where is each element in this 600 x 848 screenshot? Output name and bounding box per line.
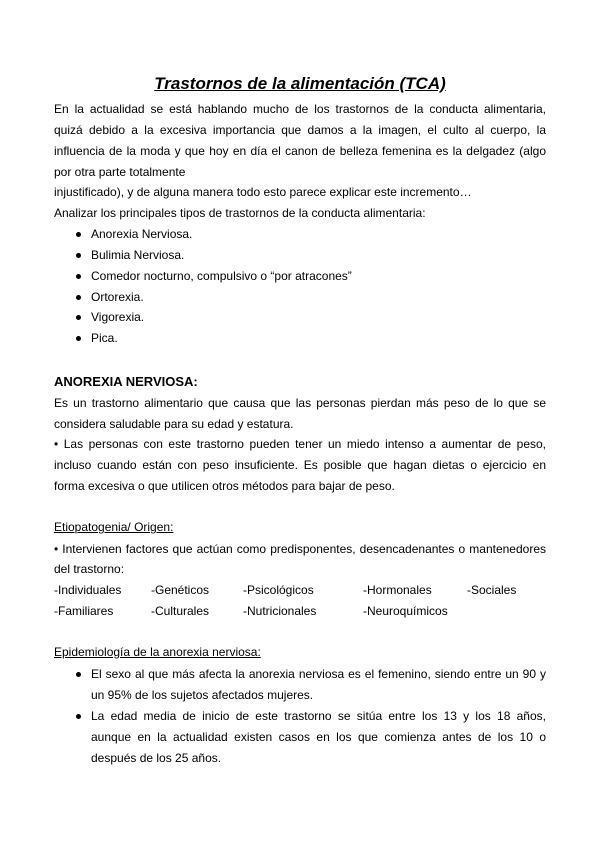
anorexia-p2-line-2: incluso cuando están con peso insuficiente. Es posible que hagan dietas o ejercicio en bbox=[54, 458, 546, 472]
intro-line-5: injustificado), y de alguna manera todo esto parece explicar este incremento… bbox=[54, 185, 472, 199]
intro-line-3: influencia de la moda y que hoy en día el canon de belleza femenina es la delgadez (algo bbox=[54, 144, 546, 158]
bullet-icon bbox=[76, 274, 81, 279]
bullet-icon bbox=[76, 672, 81, 677]
epi-item-2-line-1: La edad media de inicio de este trastorno se sitúa entre los 13 y los 18 años, bbox=[91, 709, 546, 723]
document-page: Trastornos de la alimentación (TCA) En la actualidad se está hablando mucho de los trastornos de la conducta alimentaria, quizá debido a la excesiva importancia que damos a la imagen, el culto al cuerpo, la influencia de la moda y que hoy en día el canon de belleza femenina es la delgadez (algo por otra parte totalmente injustificado), y de alguna manera todo esto parece explicar este incremento… Analizar los principales tipos de trastornos de la conducta alimentaria: Anorexia Nerviosa. Bulimia Nerviosa. Comedor nocturno, compulsivo o “por atracones” Ortorexia. Vigorexia. Pica. ANOREXIA NERVIOSA: Es un trastorno alimentario que causa que las personas pierdan más peso de lo que se considera saludable para su edad y estatura. • Las personas con este trastorno pueden tener un miedo intenso a aumentar de peso, incluso cuando están con peso insuficiente. Es posible que hagan dietas o ejercicio en forma excesiva o que utilicen otros métodos para bajar de peso. Etiopatogenia/ Origen: • Intervienen factores que actúan como predisponentes, desencadenantes o mantenedores del trastorno: -Individuales -Genéticos -Psicológicos -Hormonales -Sociales -Familiares -Culturales -Nutricionales -Neuroquímicos Epidemiología de la anorexia nerviosa: El sexo al que más afecta la anorexia nerviosa es el femenino, siendo entre un 90 y un 95% de los sujetos afectados mujeres. La edad media de inicio de este trastorno se sitúa entre los 13 y los 18 años, aunque en la actualidad existen casos en los que comienza antes de los 10 o después de los 25 años. bbox=[0, 0, 600, 848]
epi-item-1-line-1: El sexo al que más afecta la anorexia nerviosa es el femenino, siendo entre un 90 y bbox=[91, 667, 546, 681]
section-heading-etiology: Etiopatogenia/ Origen: bbox=[54, 520, 174, 534]
factor-item: -Neuroquímicos bbox=[363, 604, 448, 618]
bullet-icon bbox=[76, 714, 81, 719]
intro-line-4: por otra parte totalmente bbox=[54, 165, 186, 179]
section-heading-epidemiology: Epidemiología de la anorexia nerviosa: bbox=[54, 645, 261, 659]
etiology-line-1: • Intervienen factores que actúan como predisponentes, desencadenantes o mantenedores bbox=[54, 542, 546, 556]
factor-item: -Hormonales bbox=[363, 583, 432, 597]
anorexia-p2-line-3: forma excesiva o que utilicen otros métodos para bajar de peso. bbox=[54, 479, 395, 493]
factor-item: -Sociales bbox=[467, 583, 517, 597]
page-title: Trastornos de la alimentación (TCA) bbox=[154, 74, 446, 93]
bullet-icon bbox=[76, 295, 81, 300]
epi-item-2-line-2: aunque en la actualidad existen casos en los que comienza antes de los 10 o bbox=[91, 730, 546, 744]
factor-item: -Genéticos bbox=[151, 583, 210, 597]
bullet-icon bbox=[76, 232, 81, 237]
etiology-line-2: del trastorno: bbox=[54, 562, 125, 576]
factor-item: -Culturales bbox=[151, 604, 210, 618]
factor-item: -Psicológicos bbox=[243, 583, 314, 597]
intro-line-1: En la actualidad se está hablando mucho de los trastornos de la conducta alimentaria, bbox=[54, 102, 546, 116]
bullet-icon bbox=[76, 315, 81, 320]
section-heading-anorexia: ANOREXIA NERVIOSA: bbox=[54, 374, 198, 389]
factor-item: -Nutricionales bbox=[243, 604, 317, 618]
bullet-icon bbox=[76, 253, 81, 258]
factor-item: -Individuales bbox=[54, 583, 122, 597]
anorexia-p1-line-1: Es un trastorno alimentario que causa que las personas pierdan más peso de lo que se bbox=[54, 396, 546, 410]
intro-line-2: quizá debido a la excesiva importancia que damos a la imagen, el culto al cuerpo, la bbox=[54, 123, 546, 137]
anorexia-p2-line-1: • Las personas con este trastorno pueden tener un miedo intenso a aumentar de peso, bbox=[54, 437, 546, 451]
factor-item: -Familiares bbox=[54, 604, 114, 618]
anorexia-p1-line-2: considera saludable para su edad y estatura. bbox=[54, 417, 294, 431]
intro-line-6: Analizar los principales tipos de trastornos de la conducta alimentaria: bbox=[54, 206, 426, 220]
epi-item-2-line-3: después de los 25 años. bbox=[91, 751, 222, 765]
bullet-icon bbox=[76, 336, 81, 341]
epi-item-1-line-2: un 95% de los sujetos afectados mujeres. bbox=[91, 688, 314, 702]
